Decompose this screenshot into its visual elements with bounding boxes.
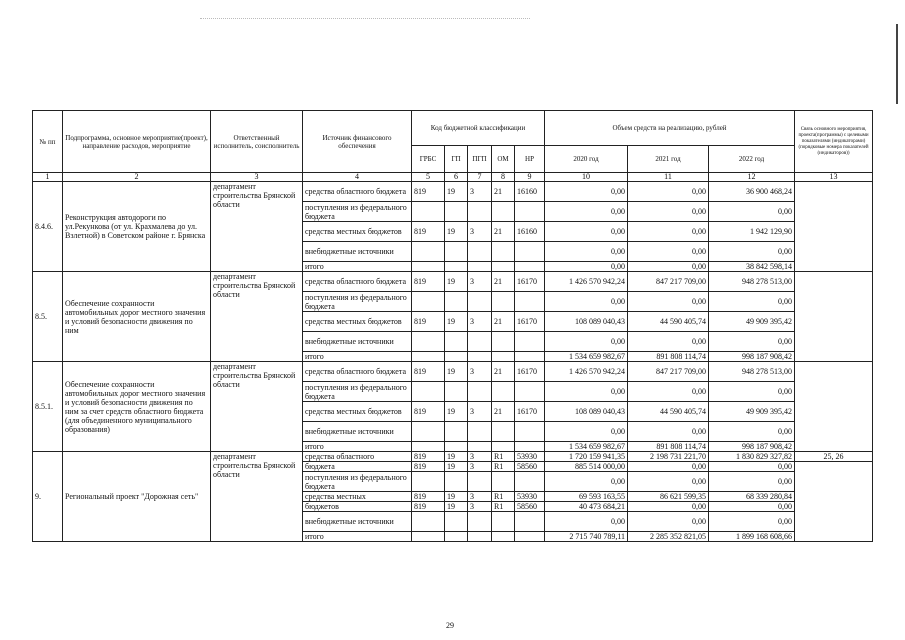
amount-v2020: 2 715 740 789,11 (545, 532, 628, 542)
code-grbs: 819 (412, 492, 445, 502)
code-grbs: 819 (412, 312, 445, 332)
amount-v2021: 0,00 (628, 512, 709, 532)
amount-v2022: 0,00 (709, 332, 795, 352)
header-source: Источник финансового обеспечения (303, 111, 412, 173)
amount-v2021: 2 285 352 821,05 (628, 532, 709, 542)
amount-v2020: 1 534 659 982,67 (545, 352, 628, 362)
source-cell: поступления из федерального бюджета (303, 382, 412, 402)
code-pgp: 3 (468, 222, 492, 242)
amount-v2022: 0,00 (709, 502, 795, 512)
amount-v2021: 0,00 (628, 462, 709, 472)
amount-v2022: 0,00 (709, 202, 795, 222)
amount-v2021: 891 808 114,74 (628, 352, 709, 362)
amount-v2022: 36 900 468,24 (709, 182, 795, 202)
amount-v2021: 2 198 731 221,70 (628, 452, 709, 462)
code-om (492, 332, 515, 352)
amount-v2020: 40 473 684,21 (545, 502, 628, 512)
code-grbs (412, 242, 445, 262)
code-np (515, 242, 545, 262)
amount-v2021: 0,00 (628, 422, 709, 442)
row-link-empty (795, 462, 873, 542)
code-gp: 19 (445, 182, 468, 202)
code-grbs (412, 532, 445, 542)
code-pgp: 3 (468, 492, 492, 502)
source-cell: средства областного бюджета (303, 272, 412, 292)
header-np: НР (515, 146, 545, 173)
code-om: R1 (492, 462, 515, 472)
amount-v2022: 49 909 395,42 (709, 312, 795, 332)
code-gp (445, 442, 468, 452)
row-number: 8.5. (33, 272, 63, 362)
code-gp: 19 (445, 222, 468, 242)
code-gp: 19 (445, 402, 468, 422)
code-np: 16160 (515, 222, 545, 242)
amount-v2022: 0,00 (709, 382, 795, 402)
table-body (33, 182, 873, 542)
header-link: Связь основного мероприятия, проекта(программы) с целевыми показателями (индикаторами) (порядковые номера показателей (индикаторов)) (795, 111, 873, 173)
budget-table (32, 110, 873, 542)
code-om: 21 (492, 362, 515, 382)
amount-v2022: 998 187 908,42 (709, 442, 795, 452)
row-executor: департамент строительства Брянской области (211, 362, 303, 452)
row-name: Региональный проект "Дорожная сеть" (63, 452, 211, 542)
amount-v2020: 0,00 (545, 472, 628, 492)
code-grbs (412, 332, 445, 352)
header-num: № пп (33, 111, 63, 173)
code-pgp: 3 (468, 182, 492, 202)
amount-v2020: 0,00 (545, 382, 628, 402)
source-cell: итого (303, 262, 412, 272)
code-np: 58560 (515, 462, 545, 472)
code-grbs: 819 (412, 502, 445, 512)
code-np: 53930 (515, 452, 545, 462)
column-number: 2 (63, 173, 211, 182)
amount-v2022: 0,00 (709, 472, 795, 492)
amount-v2020: 0,00 (545, 292, 628, 312)
code-gp (445, 352, 468, 362)
code-pgp: 3 (468, 362, 492, 382)
code-grbs: 819 (412, 452, 445, 462)
code-pgp: 3 (468, 452, 492, 462)
code-gp (445, 292, 468, 312)
source-cell: поступления из федерального бюджета (303, 472, 412, 492)
column-number: 12 (709, 173, 795, 182)
column-number: 5 (412, 173, 445, 182)
amount-v2021: 847 217 709,00 (628, 362, 709, 382)
amount-v2020: 0,00 (545, 262, 628, 272)
source-cell: бюджетов (303, 502, 412, 512)
code-pgp (468, 292, 492, 312)
amount-v2020: 0,00 (545, 202, 628, 222)
amount-v2021: 0,00 (628, 502, 709, 512)
header-grbs: ГРБС (412, 146, 445, 173)
code-pgp (468, 442, 492, 452)
code-np (515, 352, 545, 362)
header-pgp: ПГП (468, 146, 492, 173)
code-om: 21 (492, 182, 515, 202)
code-np (515, 422, 545, 442)
amount-v2020: 1 426 570 942,24 (545, 362, 628, 382)
column-number: 1 (33, 173, 63, 182)
source-cell: бюджета (303, 462, 412, 472)
code-om (492, 472, 515, 492)
source-cell: средства местных бюджетов (303, 222, 412, 242)
column-number: 3 (211, 173, 303, 182)
scan-edge-mark (896, 24, 898, 104)
code-pgp (468, 262, 492, 272)
amount-v2021: 44 590 405,74 (628, 402, 709, 422)
row-link (795, 182, 873, 272)
amount-v2022: 1 942 129,90 (709, 222, 795, 242)
amount-v2022: 0,00 (709, 462, 795, 472)
code-gp (445, 472, 468, 492)
code-grbs (412, 472, 445, 492)
code-om (492, 512, 515, 532)
code-gp (445, 332, 468, 352)
row-link (795, 272, 873, 362)
amount-v2022: 0,00 (709, 512, 795, 532)
amount-v2020: 0,00 (545, 332, 628, 352)
code-om: 21 (492, 222, 515, 242)
code-gp (445, 202, 468, 222)
column-number: 10 (545, 173, 628, 182)
amount-v2022: 38 842 598,14 (709, 262, 795, 272)
amount-v2021: 0,00 (628, 332, 709, 352)
table-row (33, 182, 873, 202)
code-grbs (412, 262, 445, 272)
amount-v2021: 0,00 (628, 472, 709, 492)
amount-v2022: 948 278 513,00 (709, 362, 795, 382)
column-number: 7 (468, 173, 492, 182)
code-np (515, 442, 545, 452)
amount-v2020: 885 514 000,00 (545, 462, 628, 472)
code-grbs (412, 202, 445, 222)
row-name: Обеспечение сохранности автомобильных дорог местного значения и условий безопасности движения по ним за счет средств областного бюджета (для объединенного муниципального образования) (63, 362, 211, 452)
amount-v2022: 0,00 (709, 422, 795, 442)
row-number: 8.4.6. (33, 182, 63, 272)
code-om (492, 262, 515, 272)
code-om (492, 382, 515, 402)
page-number: 29 (446, 621, 454, 630)
source-cell: внебюджетные источники (303, 512, 412, 532)
code-pgp (468, 512, 492, 532)
row-executor: департамент строительства Брянской области (211, 182, 303, 272)
code-pgp: 3 (468, 502, 492, 512)
code-gp (445, 262, 468, 272)
amount-v2020: 69 593 163,55 (545, 492, 628, 502)
code-grbs (412, 442, 445, 452)
code-om (492, 202, 515, 222)
amount-v2020: 0,00 (545, 222, 628, 242)
amount-v2021: 0,00 (628, 202, 709, 222)
header-gp: ГП (445, 146, 468, 173)
code-pgp (468, 382, 492, 402)
column-number: 6 (445, 173, 468, 182)
amount-v2021: 0,00 (628, 292, 709, 312)
amount-v2021: 86 621 599,35 (628, 492, 709, 502)
source-cell: поступления из федерального бюджета (303, 202, 412, 222)
code-grbs (412, 352, 445, 362)
source-cell: средства местных (303, 492, 412, 502)
column-number: 4 (303, 173, 412, 182)
code-grbs: 819 (412, 462, 445, 472)
code-grbs (412, 382, 445, 402)
code-np: 53930 (515, 492, 545, 502)
source-cell: средства областного бюджета (303, 362, 412, 382)
code-grbs: 819 (412, 272, 445, 292)
column-numbers-row (33, 173, 873, 182)
row-link: 25, 26 (795, 452, 873, 462)
code-grbs: 819 (412, 182, 445, 202)
code-gp: 19 (445, 362, 468, 382)
code-pgp: 3 (468, 312, 492, 332)
code-grbs: 819 (412, 362, 445, 382)
code-grbs: 819 (412, 402, 445, 422)
code-gp (445, 532, 468, 542)
column-number: 8 (492, 173, 515, 182)
header-2020: 2020 год (545, 146, 628, 173)
code-om (492, 352, 515, 362)
code-np: 16160 (515, 182, 545, 202)
code-om (492, 442, 515, 452)
code-np: 16170 (515, 312, 545, 332)
amount-v2021: 44 590 405,74 (628, 312, 709, 332)
code-gp (445, 512, 468, 532)
amount-v2021: 0,00 (628, 242, 709, 262)
amount-v2020: 108 089 040,43 (545, 402, 628, 422)
code-om (492, 292, 515, 312)
amount-v2022: 0,00 (709, 242, 795, 262)
code-gp: 19 (445, 492, 468, 502)
header-2022: 2022 год (709, 146, 795, 173)
code-grbs (412, 512, 445, 532)
amount-v2022: 1 899 168 608,66 (709, 532, 795, 542)
code-np (515, 532, 545, 542)
source-cell: внебюджетные источники (303, 242, 412, 262)
amount-v2020: 0,00 (545, 182, 628, 202)
code-np: 16170 (515, 402, 545, 422)
amount-v2022: 1 830 829 327,82 (709, 452, 795, 462)
source-cell: итого (303, 352, 412, 362)
code-om: R1 (492, 452, 515, 462)
header-executor: Ответственный исполнитель, соисполнитель (211, 111, 303, 173)
column-number: 13 (795, 173, 873, 182)
code-np (515, 512, 545, 532)
header-subprogram: Подпрограмма, основное мероприятие(проект), направление расходов, мероприятие (63, 111, 211, 173)
table-row (33, 272, 873, 292)
header-volume-group: Объем средств на реализацию, рублей (545, 111, 795, 146)
code-om: R1 (492, 492, 515, 502)
header-code-group: Код бюджетной классификации (412, 111, 545, 146)
code-gp: 19 (445, 502, 468, 512)
row-link (795, 362, 873, 452)
code-pgp (468, 352, 492, 362)
code-np (515, 202, 545, 222)
column-number: 9 (515, 173, 545, 182)
code-np: 58560 (515, 502, 545, 512)
code-pgp (468, 242, 492, 262)
amount-v2020: 0,00 (545, 512, 628, 532)
code-gp: 19 (445, 452, 468, 462)
row-number: 8.5.1. (33, 362, 63, 452)
amount-v2021: 0,00 (628, 262, 709, 272)
code-np: 16170 (515, 362, 545, 382)
code-pgp: 3 (468, 272, 492, 292)
column-number: 11 (628, 173, 709, 182)
amount-v2022: 0,00 (709, 292, 795, 312)
source-cell: итого (303, 442, 412, 452)
source-cell: средства местных бюджетов (303, 402, 412, 422)
amount-v2020: 108 089 040,43 (545, 312, 628, 332)
scan-artifact-line (200, 18, 530, 20)
amount-v2022: 49 909 395,42 (709, 402, 795, 422)
amount-v2020: 1 534 659 982,67 (545, 442, 628, 452)
amount-v2021: 891 808 114,74 (628, 442, 709, 452)
code-np (515, 262, 545, 272)
code-grbs (412, 422, 445, 442)
source-cell: средства областного (303, 452, 412, 462)
amount-v2022: 68 339 280,84 (709, 492, 795, 502)
row-name: Реконструкция автодороги по ул.Рекункова (от ул. Крахмалева до ул. Взлетной) в Советском районе г. Брянска (63, 182, 211, 272)
code-gp (445, 382, 468, 402)
code-pgp (468, 202, 492, 222)
source-cell: средства областного бюджета (303, 182, 412, 202)
row-executor: департамент строительства Брянской области (211, 272, 303, 362)
amount-v2020: 1 426 570 942,24 (545, 272, 628, 292)
amount-v2021: 847 217 709,00 (628, 272, 709, 292)
row-executor: департамент строительства Брянской области (211, 452, 303, 542)
code-np (515, 472, 545, 492)
code-om (492, 422, 515, 442)
source-cell: внебюджетные источники (303, 332, 412, 352)
source-cell: итого (303, 532, 412, 542)
header-2021: 2021 год (628, 146, 709, 173)
source-cell: средства местных бюджетов (303, 312, 412, 332)
code-om: 21 (492, 312, 515, 332)
code-om: 21 (492, 272, 515, 292)
source-cell: внебюджетные источники (303, 422, 412, 442)
row-name: Обеспечение сохранности автомобильных дорог местного значения и условий безопасности движения по ним (63, 272, 211, 362)
table-row (33, 362, 873, 382)
amount-v2021: 0,00 (628, 222, 709, 242)
code-np (515, 332, 545, 352)
code-pgp: 3 (468, 402, 492, 422)
header-om: ОМ (492, 146, 515, 173)
code-pgp (468, 472, 492, 492)
code-pgp (468, 332, 492, 352)
amount-v2022: 948 278 513,00 (709, 272, 795, 292)
code-om (492, 532, 515, 542)
code-gp: 19 (445, 312, 468, 332)
amount-v2021: 0,00 (628, 382, 709, 402)
amount-v2020: 0,00 (545, 242, 628, 262)
code-gp: 19 (445, 462, 468, 472)
code-om (492, 242, 515, 262)
code-pgp (468, 422, 492, 442)
code-om: 21 (492, 402, 515, 422)
code-gp (445, 242, 468, 262)
code-np (515, 382, 545, 402)
amount-v2022: 998 187 908,42 (709, 352, 795, 362)
code-grbs (412, 292, 445, 312)
amount-v2020: 0,00 (545, 422, 628, 442)
code-pgp: 3 (468, 462, 492, 472)
amount-v2020: 1 720 159 941,35 (545, 452, 628, 462)
amount-v2021: 0,00 (628, 182, 709, 202)
code-gp (445, 422, 468, 442)
code-np (515, 292, 545, 312)
code-om: R1 (492, 502, 515, 512)
table-row (33, 452, 873, 462)
code-np: 16170 (515, 272, 545, 292)
code-pgp (468, 532, 492, 542)
code-grbs: 819 (412, 222, 445, 242)
row-number: 9. (33, 452, 63, 542)
code-gp: 19 (445, 272, 468, 292)
source-cell: поступления из федерального бюджета (303, 292, 412, 312)
